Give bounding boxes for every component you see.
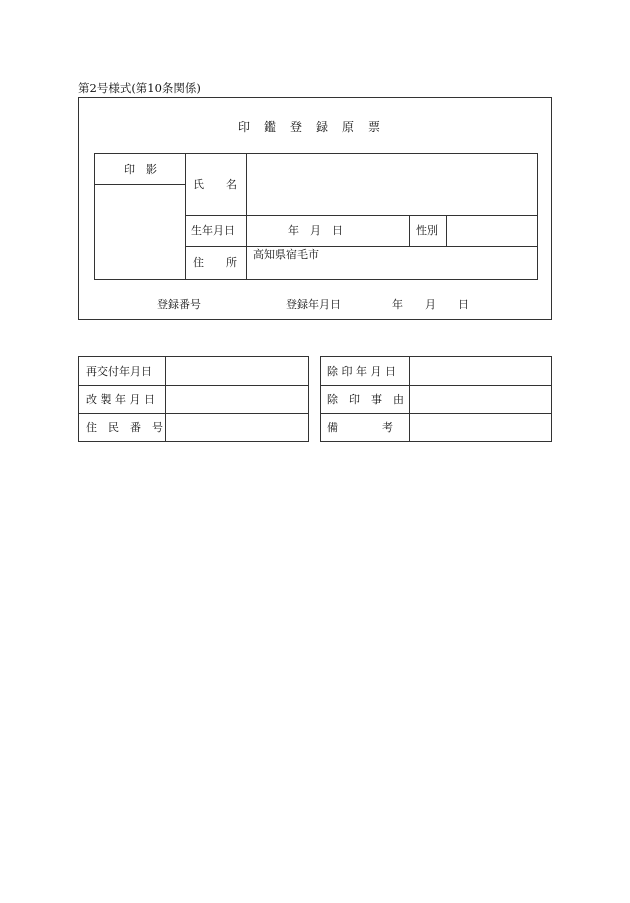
remarks-label: 備 考 [327,421,393,434]
registration-date-label: 登録年月日 [286,298,341,311]
seal-impression-label: 印 影 [124,163,157,176]
birth-date-field[interactable] [247,216,409,246]
revision-date-field[interactable] [166,386,308,413]
revision-date-label: 改 製 年 月 日 [86,393,155,406]
reissue-date-label: 再交付年月日 [86,365,152,378]
reissue-date-field[interactable] [166,357,308,385]
registration-number-label: 登録番号 [157,298,201,311]
address-field[interactable] [247,247,537,279]
removal-date-field[interactable] [410,357,551,385]
resident-number-label: 住 民 番 号 [86,421,163,434]
form-code: 第2号様式(第10条関係) [78,81,201,95]
resident-number-field[interactable] [166,414,308,441]
name-label: 氏 名 [193,178,237,191]
gender-field[interactable] [447,216,537,246]
name-field[interactable] [247,154,537,215]
address-value: 高知県宿毛市 [253,248,319,261]
gender-label: 性別 [416,224,438,237]
removal-reason-label: 除 印 事 由 [327,393,404,406]
birth-date-value: 年 月 日 [288,224,343,237]
seal-column-divider [185,153,186,280]
seal-impression-area[interactable] [95,185,185,279]
gender-left-divider [409,215,410,246]
removal-reason-field[interactable] [410,386,551,413]
card-title: 印 鑑 登 録 原 票 [238,120,382,134]
registration-date-value: 年 月 日 [392,298,469,311]
address-label: 住 所 [193,256,237,269]
removal-date-label: 除 印 年 月 日 [327,365,396,378]
birth-date-label: 生年月日 [191,224,235,237]
remarks-field[interactable] [410,414,551,441]
